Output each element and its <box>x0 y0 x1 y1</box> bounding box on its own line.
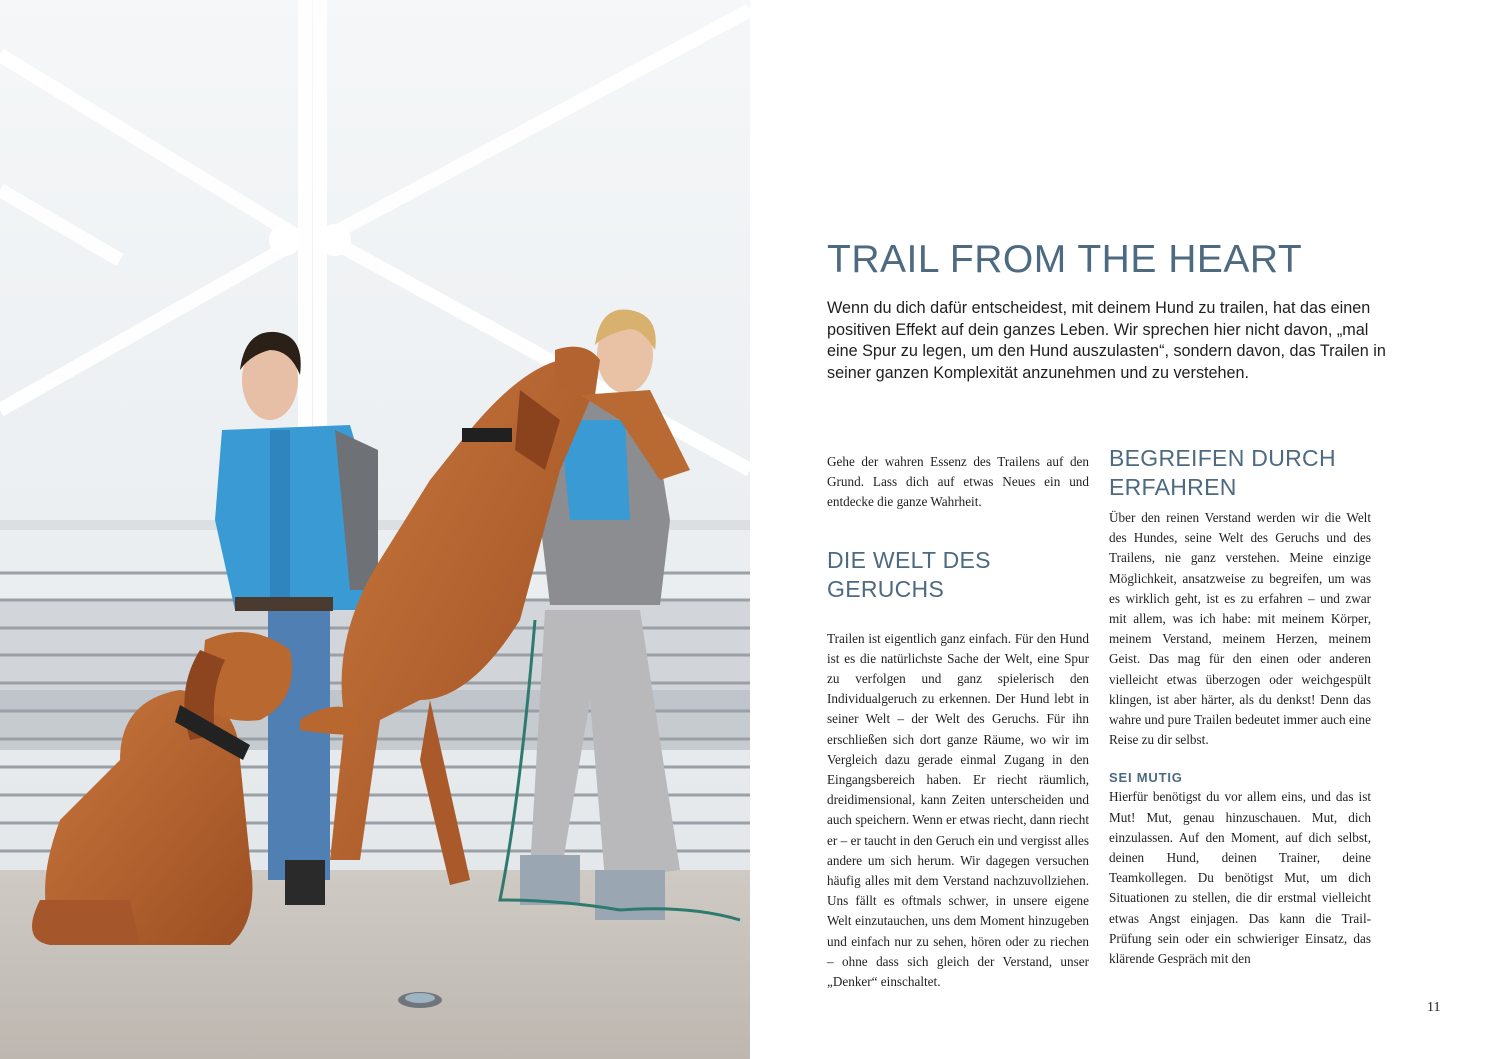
subsection-body-sei-mutig: Hierfür benötigst du vor allem eins, und das ist Mut! Mut, genau hinzuschauen. Mut, dich einzulassen. Auf den Moment, auf dich selbst, deinen Hund, deinen Trainer, deine Teamkollegen. Du benötigst Mut, um dich Situationen zu stellen, die dir erstmal vielleicht etwas Angst einjagen. Das kann die Trail-Prüfung sein oder ein schwieriger Einsatz, das klärende Gespräch mit den <box>1109 789 1371 967</box>
section-body-begreifen: Über den reinen Verstand werden wir die Welt des Hundes, seine Welt des Geruchs und des Trailens, nie ganz verstehen. Meine einzige Möglichkeit, ansatzweise zu begreifen, um was es wirklich geht, ist es zu erfahren – und zwar mit allem, was ich habe: mit meinem Körper, meinem Verstand, meinem Herzen, meinem Geist. Das mag für den einen oder anderen vielleicht etwas überzogen oder weichgespült klingen, ist aber härter, als du denkst! Denn das wahre und pure Trailen bedeutet immer auch eine Reise zu dir selbst. <box>1109 510 1371 748</box>
right-column <box>1109 445 1371 969</box>
intro-paragraph: Wenn du dich dafür entscheidest, mit deinem Hund zu trailen, hat das einen positiven Effekt auf dein ganzes Leben. Wir sprechen hier nicht davon, „mal eine Spur zu legen, um den Hund auszulasten“, sondern davon, das Trailen in seiner ganzen Komplexität anzunehmen und zu verstehen. <box>827 299 1386 382</box>
section-body-welt-des-geruchs: Trailen ist eigentlich ganz einfach. Für den Hund ist es die natürlichste Sache der Welt, eine Spur zu verfolgen und ganz spielerisch den Individualgeruch zu erkennen. Der Hund lebt in seiner Welt – der Welt des Geruchs. Für ihn erschließen sich dort ganze Räume, wo wir im Vergleich dazu gerade einmal Zugang in den Eingangsbereich haben. Er riecht räumlich, dreidimensional, kann Zeiten unterscheiden und auch speichern. Wenn er etwas riecht, dann riecht er – er taucht in den Geruch ein und vergisst alles andere um sich herum. Wir dagegen versuchen häufig alles mit dem Verstand nachzuvollziehen. Uns fällt es oftmals schwer, in unsere eigene Welt einzutauchen, uns dem Moment hinzugeben und einfach nur zu sehen, hören oder zu riechen – ohne dass sich gleich der Verstand, unser „Denker“ einschaltet. <box>827 630 1089 990</box>
subheading-sei-mutig: SEI MUTIG <box>1109 770 1183 786</box>
page-title: TRAIL FROM THE HEART <box>827 238 1303 281</box>
left-column <box>827 452 1089 992</box>
page-number: 11 <box>1427 1000 1441 1015</box>
section-heading-welt-des-geruchs: DIE WELT DES GERUCHS <box>827 546 991 602</box>
text-page <box>750 0 1500 1059</box>
lead-paragraph: Gehe der wahren Essenz des Trailens auf den Grund. Lass dich auf etwas Neues ein und entdecke die ganze Wahrheit. <box>827 454 1089 510</box>
section-heading-begreifen: BEGREIFEN DURCH ERFAHREN <box>1109 445 1336 500</box>
